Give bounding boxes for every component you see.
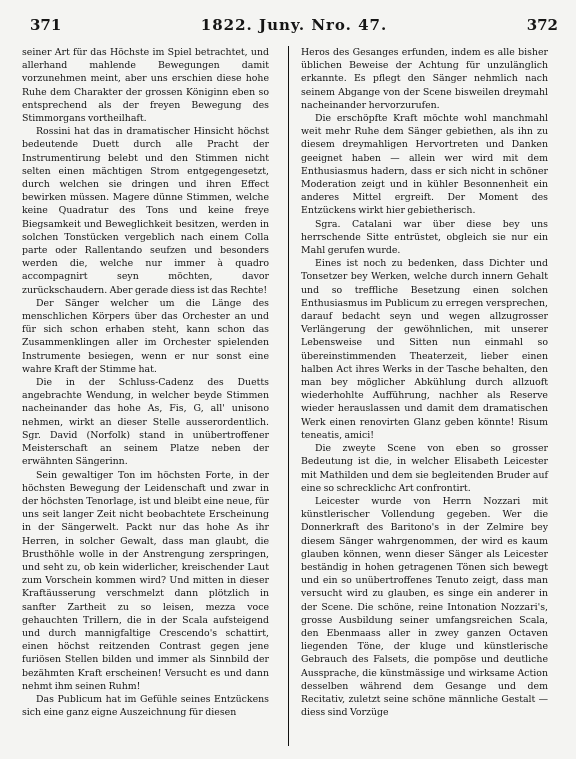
column-divider — [288, 46, 289, 746]
paragraph: Rossini hat das in dramatischer Hinsicht höchst bedeutende Duett durch alle Pracht der Instrumentirung belebt und den Stimmen nicht selten einen mächtigen Strom entgegengesetzt, durch welchen sie dringen und ihren Effect bewirken müssen. Magere dünne Stimmen, welche keine Quadratur des Tons und keine freye Biegsamkeit und Beweglichkeit besitzen, werden in solchen Tonstücken vergeblich nach einem Colla parte oder Rallentando seufzen und besonders werden die, welche nur immer à quadro accompagnirt seyn möchten, davor zurückschaudern. Aber gerade diess ist das Rechte! — [22, 126, 269, 296]
issue-date-title: 1822. Juny. Nro. 47. — [200, 16, 388, 34]
paragraph: Das Publicum hat im Gefühle seines Entzückens sich eine ganz eigne Auszeichnung für diesen — [22, 693, 269, 719]
paragraph: Leicester wurde von Herrn Nozzari mit künstlerischer Vollendung gegeben. Wer die Donnerkraft des Baritono's in der Zelmire bey diesem Sänger wahrgenommen, der wird es kaum glauben können, wenn dieser Sänger als Leicester beständig in hohen getragenen Tönen sich bewegt und ein so unübertroffenes Tenuto zeigt, dass man versucht wird zu glauben, es singe ein anderer in der Scene. Die schöne, reine Intonation Nozzari's, grosse Ausbildung seiner umfangsreichen Scala, den Ebenmaass aller in zwey ganzen Octaven liegenden Töne, der kluge und künstlerische Gebrauch des Falsets, die pompöse und deutliche Aussprache, die künstmässige und wirksame Action desselben während dem Gesange und dem Recitativ, zuletzt seine schöne männliche Gestalt — diess sind Vorzüge — [301, 495, 548, 719]
left-column — [22, 46, 269, 719]
page-number-right: 372 — [526, 16, 558, 34]
paragraph: Die in der Schluss-Cadenz des Duetts angebrachte Wendung, in welcher beyde Stimmen nacheinander das hohe As, Fis, G, all' unisono nehmen, wirkt an dieser Stelle ausserordentlich. Sgr. David (Norfolk) stand in unübertroffener Meisterschaft an seinem Platze neben der erwähnten Sängerinn. — [22, 377, 269, 468]
paragraph: seiner Art für das Höchste im Spiel betrachtet, und allerhand mahlende Bewegungen damit vorzunehmen meint, aber uns erschien diese hohe Ruhe dem Charakter der grossen Königinn eben so entsprechend als der freyen Bewegung des Stimmorgans vortheilhaft. — [22, 47, 269, 125]
paragraph: Sein gewaltiger Ton im höchsten Forte, in der höchsten Bewegung der Leidenschaft und zwar in der höchsten Tenorlage, ist und bleibt eine neue, für uns seit langer Zeit nicht beobachtete Erscheinung in der Sängerwelt. Packt nur das hohe As ihr Herren, in solcher Gewalt, dass man glaubt, die Brusthöhle wolle in der Anstrengung zerspringen, und seht zu, ob kein widerlicher, kreischender Laut zum Vorschein kommen wird? Und mitten in dieser Kraftäusserung verschmelzt dann plötzlich in sanfter Zartheit zu so leisen, mezza voce gehauchten Trillern, die in der Scala aufsteigend und durch mannigfaltige Crescendo's schattirt, einen höchst reitzenden Contrast gegen jene furiösen Stellen bilden und immer als Sinnbild der bezähmten Kraft erscheinen! Versucht es und dann nehmt ihm seinen Ruhm! — [22, 469, 269, 692]
paragraph: Der Sänger welcher um die Länge des menschlichen Körpers über das Orchester an und für sich schon erhaben steht, kann schon das Zusammenklingen aller im Orchester spielenden Instrumente besiegen, wenn er nur sonst eine wahre Kraft der Stimme hat. — [22, 297, 269, 375]
page-header — [30, 12, 558, 38]
right-column — [301, 46, 548, 719]
paragraph: Heros des Gesanges erfunden, indem es alle bisher üblichen Beweise der Achtung für unzulänglich erkannte. Es pflegt den Sänger nehmlich nach seinem Abgange von der Scene bisweilen dreymahl nacheinander hervorzurufen. — [301, 47, 548, 111]
paragraph: Eines ist noch zu bedenken, dass Dichter und Tonsetzer bey Werken, welche durch innern Gehalt und so treffliche Besetzung einen solchen Enthusiasmus im Publicum zu erregen versprechen, darauf bedacht seyn und wegen allzugrosser Verlängerung der gewöhnlichen, mit unserer Lebensweise und Sitten nun einmahl so übereinstimmenden Theaterzeit, lieber einen halben Act ihres Werks in der Tasche behalten, den man bey möglicher Abkühlung durch allzuoft wiederhohlte Aufführung, nachher als Reserve wieder herauslassen und damit dem dramatischen Werk einen renovirten Glanz geben könnte! Risum teneatis, amici! — [301, 258, 548, 441]
page-number-left: 371 — [30, 16, 62, 34]
paragraph: Die zweyte Scene von eben so grosser Bedeutung ist die, in welcher Elisabeth Leicester mit Mathilden und dem sie begleitenden Bruder auf eine so schrecklichc Art confrontirt. — [301, 443, 548, 494]
paragraph: Die erschöpfte Kraft möchte wohl manchmahl weit mehr Ruhe dem Sänger gebiethen, als ihn zu diesem dreymahligen Hervortreten und Danken geeignet haben — allein wer wird mit dem Enthusiasmus hadern, dass er sich nicht in schöner Moderation zeigt und in kühler Besonnenheit ein anderes Mittel ergreift. Der Moment des Entzückens wirkt hier gebietherisch. — [301, 113, 548, 217]
paragraph: Sgra. Catalani war über diese bey uns herrschende Sitte entrüstet, obgleich sie nur ein Mahl gerufen wurde. — [301, 218, 548, 257]
